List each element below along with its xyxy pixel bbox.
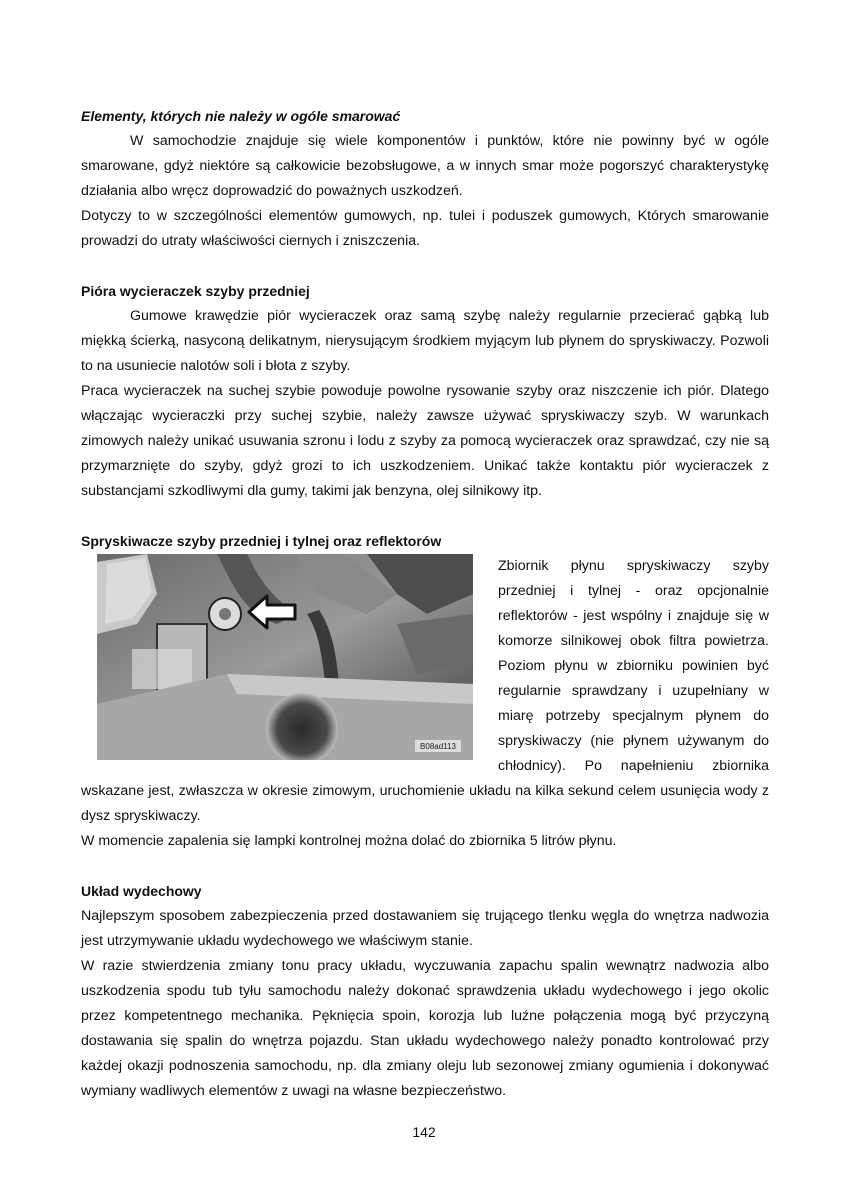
paragraph: Praca wycieraczek na suchej szybie powoduje powolne rysowanie szyby oraz niszczenie ich piór. Dlatego włączając wycieraczki przy suchej szybie, należy zawsze używać spryskiwaczy szyb. W warunkach zimowych należy unikać usuwania szronu i lodu z szyby za pomocą wycieraczek oraz sprawdzać, czy nie są przymarznięte do szyby, gdyż grozi to ich uszkodzeniem. Unikać także kontaktu piór wycieraczek z substancjami szkodliwymi dla gumy, takimi jak benzyna, olej silnikowy itp. xyxy=(81,383,769,499)
document-page xyxy=(81,104,769,1104)
paragraph: W momencie zapalenia się lampki kontrolnej można dolać do zbiornika 5 litrów płynu. xyxy=(81,833,617,849)
paragraph: Zbiornik płynu spryskiwaczy szyby przedniej i tylnej - oraz opcjonalnie reflektorów - jest wspólny i znajduje się w komorze silnikowej obok filtra powietrza. Poziom płynu w zbiorniku powinien być regularnie sprawdzany i uzupełniany w miarę potrzeby specjalnym płynem do spryskiwaczy (nie płynem używanym do chłodnicy). Po napełnieniu zbiornika wskazane jest, zwłaszcza w okresie zimowym, uruchomienie układu na kilka sekund celem usunięcia wody z dysz spryskiwaczy. xyxy=(81,558,769,824)
paragraph: Gumowe krawędzie piór wycieraczek oraz samą szybę należy regularnie przecierać gąbką lub miękką ścierką, nasyconą delikatnym, nierysującym środkiem myjącym lub płynem do spryskiwaczy. Pozwoli to na usuniecie nalotów soli i błota z szyby. xyxy=(81,308,769,374)
engine-bay-photo xyxy=(97,554,473,760)
paragraph: Dotyczy to w szczególności elementów gumowych, np. tulei i poduszek gumowych, Których smarowanie prowadzi do utraty właściwości ciernych i zniszczenia. xyxy=(81,208,769,249)
page-number: 142 xyxy=(412,1124,436,1140)
paragraph: W razie stwierdzenia zmiany tonu pracy układu, wyczuwania zapachu spalin wewnątrz nadwozia albo uszkodzenia spodu tub tyłu samochodu należy dokonać sprawdzenia układu wydechowego i jego okolic przez kompetentnego mechanika. Pęknięcia spoin, korozja lub luźne połączenia mogą być przyczyną dostawania się spalin do wnętrza pojazdu. Stan układu wydechowego należy ponadto kontrolować przy każdej okazji podnoszenia samochodu, np. dla zmiany oleju lub sezonowej zmiany ogumienia i dokonywać wymiany wadliwych elementów z uwagi na własne bezpieczeństwo. xyxy=(81,958,769,1099)
paragraph: W samochodzie znajduje się wiele komponentów i punktów, które nie powinny być w ogóle smarowane, gdyż niektóre są całkowicie bezobsługowe, a w innych smar może pogorszyć charakterystykę działania albo wręcz doprowadzić do poważnych uszkodzeń. xyxy=(81,133,769,199)
section-heading-wipers: Pióra wycieraczek szyby przedniej xyxy=(81,283,310,299)
section-heading-washers: Spryskiwacze szyby przedniej i tylnej oraz reflektorów xyxy=(81,533,442,549)
photo-code-label: B08ad113 xyxy=(420,742,456,751)
section-heading-exhaust: Układ wydechowy xyxy=(81,883,202,899)
section-heading-lubrication: Elementy, których nie należy w ogóle smarować xyxy=(81,108,401,124)
paragraph: Najlepszym sposobem zabezpieczenia przed dostawaniem się trującego tlenku węgla do wnętrza nadwozia jest utrzymywanie układu wydechowego we właściwym stanie. xyxy=(81,908,769,949)
